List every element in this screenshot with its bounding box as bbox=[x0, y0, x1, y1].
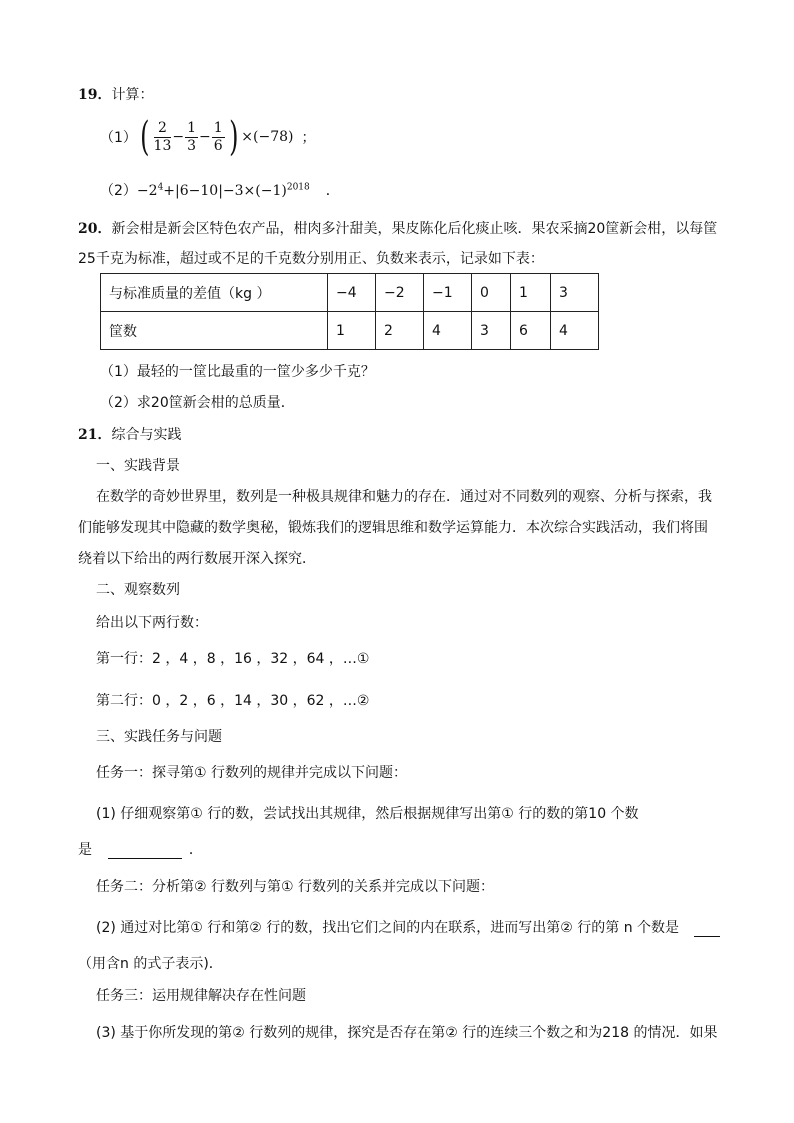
answer-blank-2[interactable] bbox=[694, 920, 720, 937]
task-3: 任务三：运用规律解决存在性问题 bbox=[96, 988, 306, 1004]
section-heading-tasks: 三、实践任务与问题 bbox=[96, 729, 222, 745]
table-cell: 1 bbox=[328, 312, 376, 350]
q19-part1-label: （1） bbox=[100, 130, 137, 146]
q19-part2-expr-b: +|6−10|−3×(−1) bbox=[163, 183, 287, 199]
q20-text1: 新会柑是新会区特色农产品，柑肉多汁甜美，果皮陈化后化痰止咳．果农采摘20筐新会柑，以每筐 bbox=[111, 221, 718, 237]
table-row bbox=[101, 274, 599, 312]
difference-table bbox=[100, 273, 599, 350]
q19-part2-exp-a: 4 bbox=[157, 182, 164, 193]
q20-sub2: （2）求20筐新会柑的总质量． bbox=[100, 395, 295, 411]
q19-part2-end: ． bbox=[325, 183, 340, 199]
table-header-cell: 与标准质量的差值（kg ） bbox=[101, 274, 328, 312]
section-heading-background: 一、实践背景 bbox=[96, 458, 180, 474]
section-heading-observe: 二、观察数列 bbox=[96, 582, 180, 598]
q19-part1-end: ； bbox=[301, 130, 316, 146]
question-1-answer-line bbox=[78, 839, 203, 859]
q19-line bbox=[78, 84, 153, 104]
table-cell: −1 bbox=[424, 274, 472, 312]
question-2-line bbox=[96, 917, 720, 937]
q21-title: 综合与实践 bbox=[111, 427, 182, 443]
q20-line2: 25千克为标准，超过或不足的千克数分别用正、负数来表示，记录如下表： bbox=[78, 251, 544, 267]
question-1-prefix: 是 bbox=[78, 842, 92, 858]
sequence-row-2: 第二行：0 ，2 ，6 ，14 ，30 ，62 ，…② bbox=[96, 693, 370, 709]
question-1-text: (1) 仔细观察第① 行的数，尝试找出其规律，然后根据规律写出第① 行的数的第10 个数 bbox=[96, 806, 639, 822]
q19-part2-label: （2） bbox=[100, 183, 137, 199]
table-cell: 4 bbox=[424, 312, 472, 350]
background-text-3: 绕着以下给出的两行数展开深入探究． bbox=[78, 551, 316, 567]
right-paren: ) bbox=[228, 114, 239, 160]
q21-number: 21． bbox=[78, 427, 112, 443]
question-1-end: ． bbox=[188, 842, 203, 858]
question-2-hint: （用含n 的式子表示)． bbox=[78, 956, 223, 972]
question-3-text: (3) 基于你所发现的第② 行数列的规律，探究是否存在第② 行的连续三个数之和为218 的情况．如果 bbox=[96, 1025, 718, 1041]
table-row bbox=[101, 312, 599, 350]
q20-line1 bbox=[78, 218, 717, 238]
q20-number: 20． bbox=[78, 221, 112, 237]
q19-title: 计算： bbox=[111, 87, 154, 103]
q19-part1-tail: ×(−78) bbox=[241, 129, 294, 145]
background-text-1: 在数学的奇妙世界里，数列是一种极具规律和魅力的存在．通过对不同数列的观察、分析与探索，我 bbox=[96, 489, 712, 505]
table-cell: 3 bbox=[472, 312, 511, 350]
question-2-text: (2) 通过对比第① 行和第② 行的数，找出它们之间的内在联系，进而写出第② 行的第 n 个数是 bbox=[96, 920, 680, 936]
q20-sub1: （1）最轻的一筐比最重的一筐少多少千克？ bbox=[100, 364, 375, 380]
fraction-1-6: $\frac{1}{6}$ bbox=[213, 119, 223, 154]
table-cell: 0 bbox=[472, 274, 511, 312]
table-cell: 4 bbox=[551, 312, 599, 350]
q19-number: 19． bbox=[78, 87, 112, 103]
q19-part1: （1） ( $\frac{2}{13}$ − $\frac{1}{3}$ − $\frac{1}{6}$ ) ×(−78) ； bbox=[100, 114, 316, 160]
task-1: 任务一：探寻第① 行数列的规律并完成以下问题： bbox=[96, 765, 407, 781]
table-cell: 2 bbox=[376, 312, 424, 350]
background-text-2: 们能够发现其中隐藏的数学奥秘，锻炼我们的逻辑思维和数学运算能力．本次综合实践活动，我们将围 bbox=[78, 520, 708, 536]
q21-heading bbox=[78, 424, 181, 444]
table-cell: −4 bbox=[328, 274, 376, 312]
task-2: 任务二：分析第② 行数列与第① 行数列的关系并完成以下问题： bbox=[96, 879, 495, 895]
fraction-1-3: $\frac{1}{3}$ bbox=[187, 119, 197, 154]
fraction-2-13: $\frac{2}{13}$ bbox=[153, 119, 172, 154]
q19-part2-expr-a: −2 bbox=[136, 183, 158, 199]
sequence-row-1: 第一行：2 ，4 ，8 ，16 ，32 ，64 ，…① bbox=[96, 651, 370, 667]
table-header-cell: 筐数 bbox=[101, 312, 328, 350]
table-cell: −2 bbox=[376, 274, 424, 312]
table-cell: 3 bbox=[551, 274, 599, 312]
left-paren: ( bbox=[140, 114, 150, 160]
q19-part2 bbox=[100, 180, 340, 200]
table-cell: 1 bbox=[511, 274, 551, 312]
q19-part2-exp-b: 2018 bbox=[286, 182, 310, 193]
given-text: 给出以下两行数： bbox=[96, 615, 208, 631]
table-cell: 6 bbox=[511, 312, 551, 350]
answer-blank-1[interactable] bbox=[108, 842, 182, 859]
